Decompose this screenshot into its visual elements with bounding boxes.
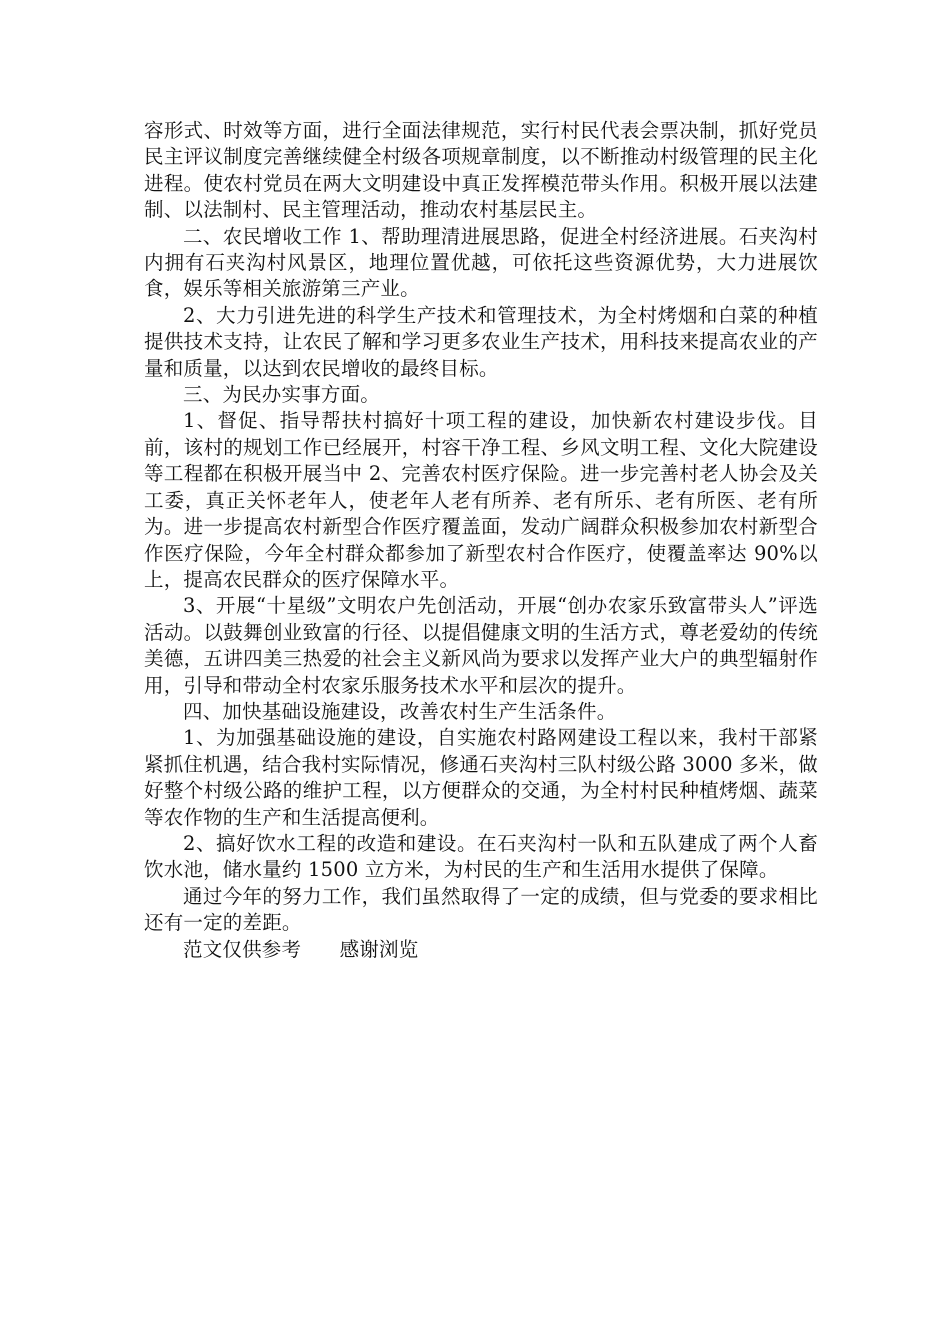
paragraph-7: 四、加快基础设施建设，改善农村生产生活条件。 [183, 699, 617, 723]
paragraph-10: 通过今年的努力工作，我们虽然取得了一定的成绩，但与党委的要求相比还有一定的差距。 [144, 884, 818, 935]
document-body [144, 118, 818, 963]
paragraph-8: 1、为加强基础设施的建设，自实施农村路网建设工程以来，我村干部紧紧抓住机遇，结合我村实际情况，修通石夹沟村三队村级公路 3000 多米，做好整个村级公路的维护工程，以方便群众的交通，为全村村民种植烤烟、蔬菜等农作物的生产和生活提高便利。 [144, 726, 818, 829]
paragraph-6: 3、开展“十星级”文明农户先创活动，开展“创办农家乐致富带头人”评选活动。以鼓舞创业致富的行径、以提倡健康文明的生活方式，尊老爱幼的传统美德，五讲四美三热爱的社会主义新风尚为要求以发挥产业大户的典型辐射作用，引导和带动全村农家乐服务技术水平和层次的提升。 [144, 594, 818, 697]
paragraph-3: 2、大力引进先进的科学生产技术和管理技术，为全村烤烟和白菜的种植提供技术支持，让农民了解和学习更多农业生产技术，用科技来提高农业的产量和质量，以达到农民增收的最终目标。 [144, 303, 818, 380]
footer-left: 范文仅供参考 [183, 937, 302, 961]
paragraph-5: 1、督促、指导帮扶村搞好十项工程的建设，加快新农村建设步伐。目前，该村的规划工作已经展开，村容干净工程、乡风文明工程、文化大院建设等工程都在积极开展当中 2、完善农村医疗保险。进一步完善村老人协会及关工委，真正关怀老年人，使老年人老有所养、老有所乐、老有所医、老有所为。进一步提高农村新型合作医疗覆盖面，发动广阔群众积极参加农村新型合作医疗保险，今年全村群众都参加了新型农村合作医疗，使覆盖率达 90%以上，提高农民群众的医疗保障水平。 [144, 409, 818, 591]
footer-right: 感谢浏览 [339, 937, 419, 961]
paragraph-4: 三、为民办实事方面。 [183, 383, 381, 407]
footer-note [144, 937, 818, 963]
paragraph-9: 2、搞好饮水工程的改造和建设。在石夹沟村一队和五队建成了两个人畜饮水池，储水量约 1500 立方米，为村民的生产和生活用水提供了保障。 [144, 831, 818, 882]
paragraph-1: 容形式、时效等方面，进行全面法律规范，实行村民代表会票决制，抓好党员民主评议制度完善继续健全村级各项规章制度，以不断推动村级管理的民主化进程。使农村党员在两大文明建设中真正发挥模范带头作用。积极开展以法建制、以法制村、民主管理活动，推动农村基层民主。 [144, 119, 818, 222]
paragraph-2: 二、农民增收工作 1、帮助理清进展思路，促进全村经济进展。石夹沟村内拥有石夹沟村风景区，地理位置优越，可依托这些资源优势，大力进展饮食，娱乐等相关旅游第三产业。 [144, 224, 818, 301]
